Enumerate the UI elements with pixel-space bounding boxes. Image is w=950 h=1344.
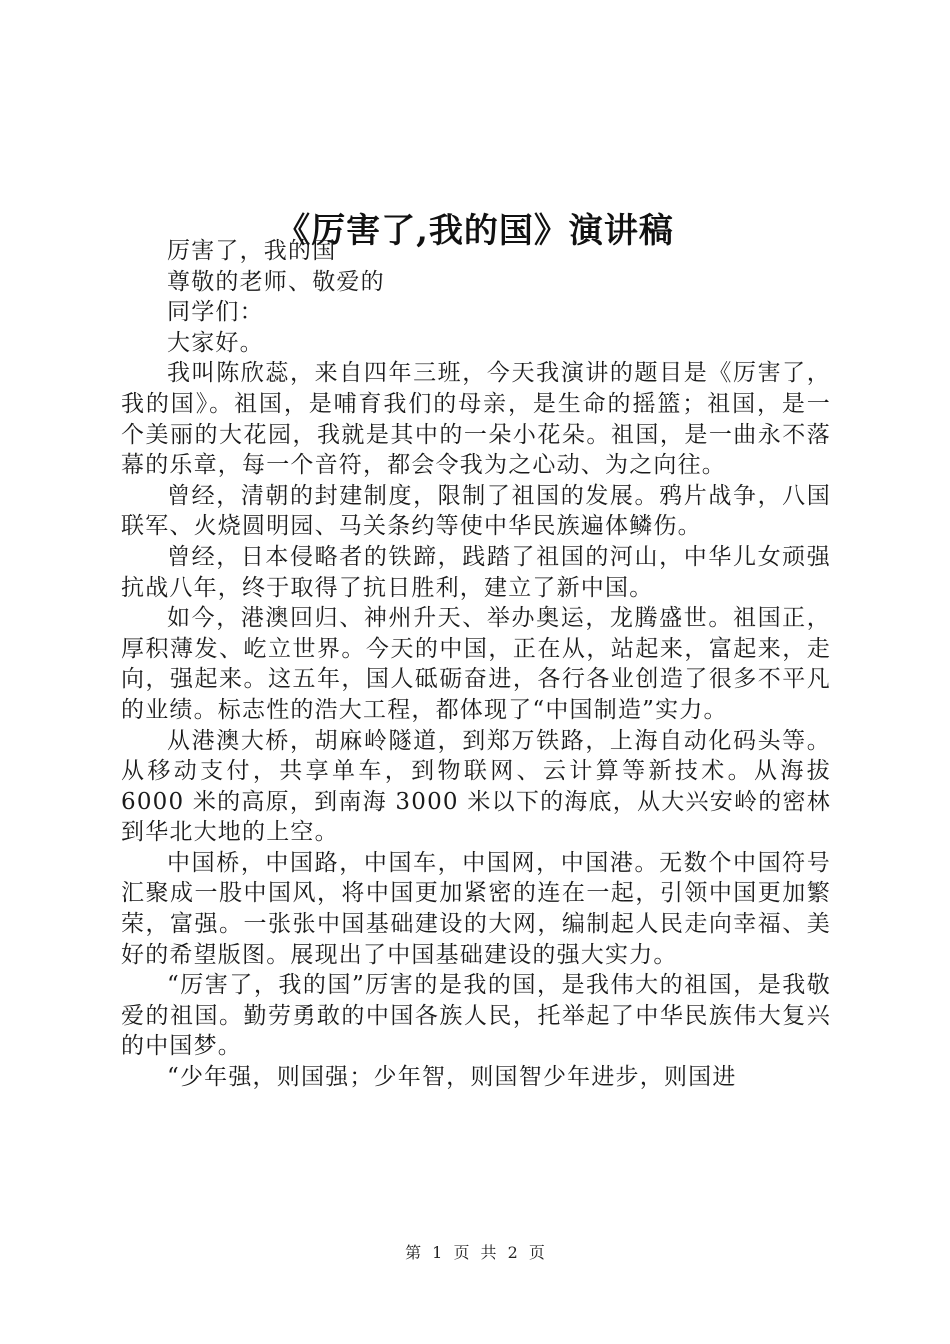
document-body: [121, 236, 831, 1093]
paragraph: 厉害了，我的国: [167, 238, 337, 264]
paragraph: 从港澳大桥，胡麻岭隧道，到郑万铁路，上海自动化码头等。从移动支付，共享单车，到物联网、云计算等新技术。从海拔 6000 米的高原，到南海 3000 米以下的海底，从大兴安岭的密林到华北大地的上空。: [121, 727, 831, 846]
paragraph: 我叫陈欣蕊，来自四年三班，今天我演讲的题目是《厉害了，我的国》。祖国，是哺育我们的母亲，是生命的摇篮；祖国，是一个美丽的大花园，我就是其中的一朵小花朵。祖国，是一曲永不落幕的乐章，每一个音符，都会令我为之心动、为之向往。: [121, 360, 831, 479]
paragraph: 曾经，日本侵略者的铁蹄，践踏了祖国的河山，中华儿女顽强抗战八年，终于取得了抗日胜利，建立了新中国。: [121, 543, 831, 601]
paragraph: “厉害了，我的国”厉害的是我的国，是我伟大的祖国，是我敬爱的祖国。勤劳勇敢的中国各族人民，托举起了中华民族伟大复兴的中国梦。: [121, 972, 831, 1060]
document-title: 《厉害了,我的国》演讲稿: [276, 210, 674, 251]
paragraph: 如今，港澳回归、神州升天、举办奥运，龙腾盛世。祖国正，厚积薄发、屹立世界。今天的中国，正在从，站起来，富起来，走向，强起来。这五年，国人砥砺奋进，各行各业创造了很多不平凡的业绩。标志性的浩大工程，都体现了“中国制造”实力。: [121, 605, 831, 723]
paragraph: 大家好。: [167, 329, 264, 356]
paragraph: 中国桥，中国路，中国车，中国网，中国港。无数个中国符号汇聚成一股中国风，将中国更加紧密的连在一起，引领中国更加繁荣，富强。一张张中国基础建设的大网，编制起人民走向幸福、美好的希望版图。展现出了中国基础建设的强大实力。: [121, 849, 831, 968]
paragraph: 尊敬的老师、敬爱的: [167, 268, 385, 295]
paragraph: “少年强，则国强；少年智，则国智少年进步，则国进: [167, 1064, 737, 1091]
page-footer: 第 1 页 共 2 页: [405, 1243, 545, 1262]
paragraph: 同学们：: [167, 299, 264, 326]
paragraph: 曾经，清朝的封建制度，限制了祖国的发展。鸦片战争，八国联军、火烧圆明园、马关条约等使中华民族遍体鳞伤。: [121, 482, 831, 540]
